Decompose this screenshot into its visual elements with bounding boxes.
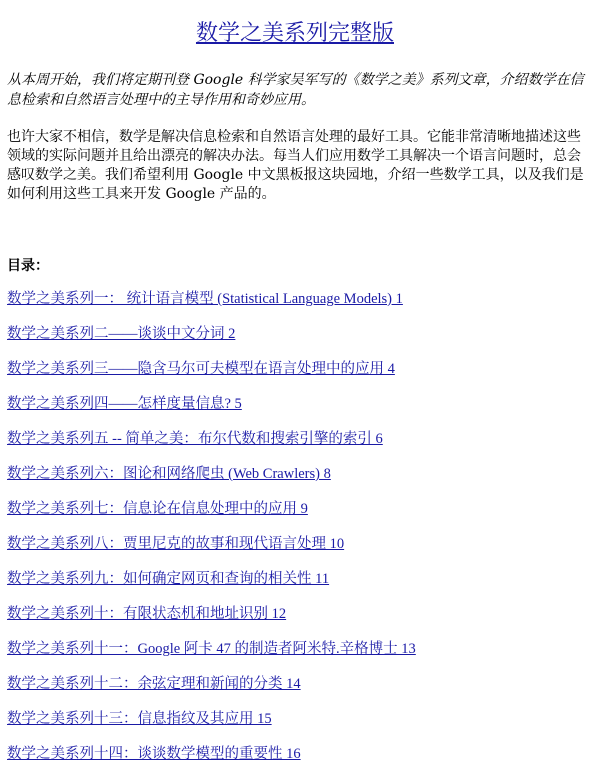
toc-item [7, 359, 587, 394]
toc-link-11[interactable]: 数学之美系列十一：Google 阿卡 47 的制造者阿米特.辛格博士 13 [7, 641, 416, 657]
toc-link-4[interactable]: 数学之美系列四——怎样度量信息? 5 [7, 396, 242, 412]
toc-item [7, 534, 587, 569]
toc-list [7, 289, 587, 779]
toc-item [7, 569, 587, 604]
toc-item [7, 429, 587, 464]
toc-link-10[interactable]: 数学之美系列十：有限状态机和地址识别 12 [7, 606, 287, 622]
toc-link-7[interactable]: 数学之美系列七：信息论在信息处理中的应用 9 [7, 501, 308, 517]
toc-item [7, 604, 587, 639]
toc-link-14[interactable]: 数学之美系列十四：谈谈数学模型的重要性 16 [7, 746, 301, 762]
toc-link-12[interactable]: 数学之美系列十二：余弦定理和新闻的分类 14 [7, 676, 301, 692]
toc-link-5[interactable]: 数学之美系列五 -- 简单之美：布尔代数和搜索引擎的索引 6 [7, 431, 383, 447]
toc-link-6[interactable]: 数学之美系列六：图论和网络爬虫 (Web Crawlers) 8 [7, 466, 331, 482]
toc-link-3[interactable]: 数学之美系列三——隐含马尔可夫模型在语言处理中的应用 4 [7, 361, 395, 377]
toc-item [7, 674, 587, 709]
toc-item [7, 289, 587, 324]
toc-item [7, 744, 587, 779]
toc-item [7, 464, 587, 499]
toc-link-1[interactable]: 数学之美系列一： 统计语言模型 (Statistical Language Models) 1 [7, 291, 403, 307]
toc-link-9[interactable]: 数学之美系列九：如何确定网页和查询的相关性 11 [7, 571, 330, 587]
toc-item [7, 709, 587, 744]
toc-item [7, 639, 587, 674]
toc-item [7, 499, 587, 534]
body-paragraph: 也许大家不相信，数学是解决信息检索和自然语言处理的最好工具。它能非常清晰地描述这些领域的实际问题并且给出漂亮的解决办法。每当人们应用数学工具解决一个语言问题时，总会感叹数学之美。我们希望利用 Google 中文黑板报这块园地，介绍一些数学工具，以及我们是如何利用这些工具来开发 Google 产品的。 [7, 129, 584, 202]
toc-item [7, 324, 587, 359]
toc-link-8[interactable]: 数学之美系列八：贾里尼克的故事和现代语言处理 10 [7, 536, 345, 552]
document-title: 数学之美系列完整版 [195, 21, 394, 46]
intro-paragraph: 从本周开始，我们将定期刊登 Google 科学家吴军写的《数学之美》系列文章，介绍数学在信息检索和自然语言处理中的主导作用和奇妙应用。 [7, 72, 584, 108]
toc-link-2[interactable]: 数学之美系列二——谈谈中文分词 2 [7, 326, 236, 342]
toc-item [7, 394, 587, 429]
toc-heading: 目录： [7, 258, 49, 274]
toc-link-13[interactable]: 数学之美系列十三：信息指纹及其应用 15 [7, 711, 272, 727]
